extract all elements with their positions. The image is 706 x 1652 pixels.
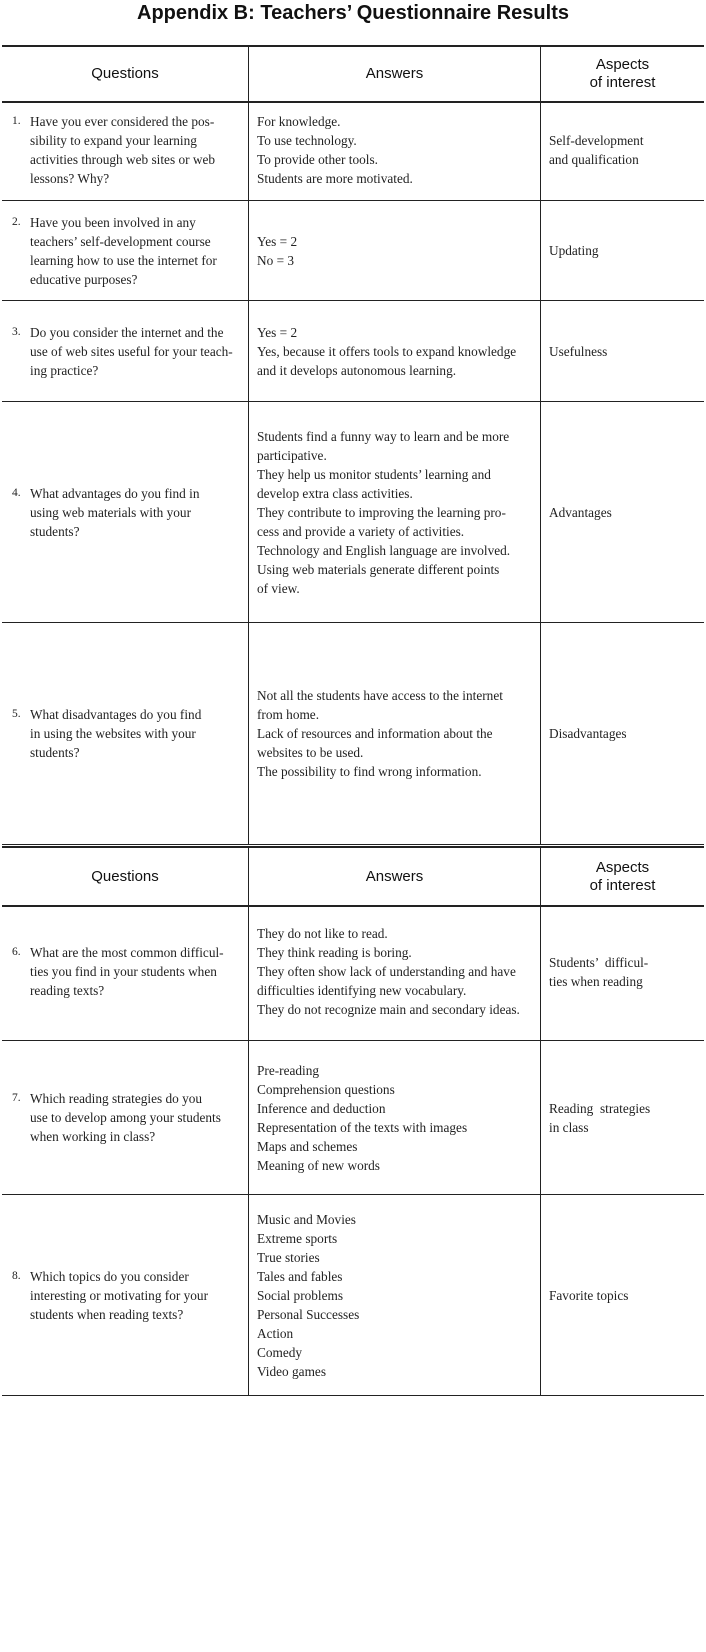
aspect-line: Updating [549, 243, 599, 258]
question-number: 8. [12, 1269, 21, 1282]
answer-line: Yes = 2 [257, 233, 298, 249]
header-answers [249, 47, 541, 101]
question-text [30, 1089, 221, 1146]
question [12, 112, 248, 188]
table-row [2, 903, 704, 1041]
question-line: interesting or motivating for your [30, 1287, 208, 1303]
table-row [2, 402, 704, 623]
answer-line: Action [257, 1325, 294, 1341]
question-line: students? [30, 523, 80, 539]
question-text [30, 705, 201, 762]
question-cell [2, 99, 249, 200]
answer-line: Technology and English language are involved. [257, 542, 511, 558]
aspect-line: Favorite topics [549, 1287, 629, 1303]
answer-line: Representation of the texts with images [257, 1119, 468, 1135]
header-aspects [541, 848, 704, 905]
answer-line: Pre-reading [257, 1062, 320, 1078]
answer-line: Not all the students have access to the internet [257, 688, 503, 703]
question-line: teachers’ self-development course [30, 233, 211, 249]
question-cell [2, 1041, 249, 1194]
table-header [2, 45, 704, 103]
question-number: 5. [12, 708, 21, 720]
answer-line: participative. [257, 447, 327, 463]
question-cell [2, 402, 249, 622]
answers-cell [249, 623, 541, 844]
answer-line: They help us monitor students’ learning and [257, 466, 491, 482]
answer-line: Using web materials generate different points [257, 561, 500, 577]
table-row [2, 301, 704, 402]
table-row [2, 623, 704, 845]
aspect-line: Students’ difficul- [549, 954, 649, 970]
question-text [30, 323, 233, 380]
question-number: 4. [12, 486, 21, 499]
header-questions [2, 848, 249, 905]
question [12, 1089, 248, 1146]
answers-cell [249, 201, 541, 300]
question-text [30, 1267, 208, 1324]
question-cell [2, 903, 249, 1040]
question-line: use to develop among your students [30, 1110, 221, 1125]
answer-line: develop extra class activities. [257, 485, 413, 501]
table-row [2, 1195, 704, 1396]
answer-line: Extreme sports [257, 1230, 338, 1246]
question-text [30, 213, 217, 289]
table-row [2, 201, 704, 301]
answer-line: They do not like to read. [257, 926, 388, 941]
answer-line: and it develops autonomous learning. [257, 362, 457, 378]
answer-line: They think reading is boring. [257, 945, 412, 960]
answer-line: Students are more motivated. [257, 170, 413, 186]
question-line: Have you been involved in any [30, 214, 196, 230]
answer-line: Yes = 2 [257, 324, 298, 340]
answer-line: from home. [257, 707, 320, 722]
question-number: 6. [12, 946, 21, 958]
question-line: sibility to expand your learning [30, 132, 197, 148]
answer-line: Meaning of new words [257, 1157, 380, 1173]
table-row [2, 99, 704, 201]
question-line: Have you ever considered the pos- [30, 113, 215, 129]
question-line: students when reading texts? [30, 1306, 184, 1322]
question-number: 1. [12, 114, 21, 127]
answer-line: websites to be used. [257, 745, 364, 760]
answer-line: Social problems [257, 1287, 344, 1303]
answer-line: cess and provide a variety of activities. [257, 523, 465, 539]
question-number: 2. [12, 215, 21, 228]
question [12, 213, 248, 289]
aspect-line: Usefulness [549, 343, 608, 359]
aspect-line: ties when reading [549, 973, 643, 989]
header-aspects-label: Aspects [595, 56, 650, 73]
question [12, 705, 248, 762]
question-text [30, 112, 215, 188]
header-answers [249, 848, 541, 905]
question-line: when working in class? [30, 1129, 156, 1144]
question-line: ing practice? [30, 362, 99, 378]
aspect-line: in class [549, 1119, 589, 1135]
aspect-line: Disadvantages [549, 726, 627, 741]
header-answers-label: Answers [365, 867, 424, 885]
header-aspects [541, 47, 704, 101]
answer-line: Personal Successes [257, 1306, 360, 1322]
header-answers-label: Answers [365, 65, 424, 82]
answer-line: of view. [257, 580, 300, 596]
answer-line: Music and Movies [257, 1211, 356, 1227]
question-number: 7. [12, 1092, 21, 1104]
question-cell [2, 1195, 249, 1395]
answer-line: Students find a funny way to learn and be more [257, 428, 510, 444]
question [12, 1267, 248, 1324]
answer-line: Tales and fables [257, 1268, 343, 1284]
aspect-cell [541, 1041, 704, 1194]
header-questions-label: Questions [91, 65, 159, 82]
question-line: Do you consider the internet and the [30, 324, 224, 340]
table-row [2, 1041, 704, 1195]
answer-line: Inference and deduction [257, 1100, 386, 1116]
answer-line: To use technology. [257, 132, 357, 148]
answer-line: True stories [257, 1249, 320, 1265]
aspect-cell [541, 99, 704, 200]
aspect-line: Self-development [549, 132, 644, 148]
question-line: students? [30, 745, 80, 760]
answer-line: Comedy [257, 1344, 303, 1360]
answer-line: They often show lack of understanding and have [257, 964, 516, 979]
answer-line: Yes, because it offers tools to expand knowledge [257, 343, 517, 359]
aspect-cell [541, 301, 704, 401]
question [12, 943, 248, 1000]
answers-cell [249, 1195, 541, 1395]
question-line: in using the websites with your [30, 726, 196, 741]
aspect-line: Reading strategies [549, 1100, 651, 1116]
table-header [2, 846, 704, 907]
aspect-cell [541, 201, 704, 300]
question-line: educative purposes? [30, 271, 138, 287]
question-line: What are the most common difficul- [30, 945, 224, 960]
header-questions [2, 47, 249, 101]
question-cell [2, 623, 249, 844]
question [12, 484, 248, 541]
question-line: Which topics do you consider [30, 1268, 189, 1284]
question-line: Which reading strategies do you [30, 1091, 203, 1106]
answers-cell [249, 402, 541, 622]
aspect-line: Advantages [549, 504, 612, 520]
answer-line: Video games [257, 1363, 326, 1379]
header-questions-label: Questions [91, 867, 159, 885]
answer-line: No = 3 [257, 252, 295, 268]
answer-line: For knowledge. [257, 113, 341, 129]
question-line: lessons? Why? [30, 170, 110, 186]
question-line: What disadvantages do you find [30, 707, 202, 722]
answer-line: Lack of resources and information about the [257, 726, 493, 741]
answers-cell [249, 99, 541, 200]
aspect-cell [541, 402, 704, 622]
header-aspects-label: Aspects [595, 858, 650, 876]
question-line: ties you find in your students when [30, 964, 217, 979]
question-line: use of web sites useful for your teach- [30, 343, 233, 359]
header-aspects-label: of interest [589, 876, 656, 894]
answer-line: The possibility to find wrong information. [257, 764, 482, 779]
answer-line: They do not recognize main and secondary ideas. [257, 1002, 520, 1017]
aspect-cell [541, 903, 704, 1040]
answer-line: They contribute to improving the learning pro- [257, 504, 506, 520]
question-line: using web materials with your [30, 504, 192, 520]
question [12, 323, 248, 380]
question-cell [2, 301, 249, 401]
page-title: Appendix B: Teachers’ Questionnaire Results [137, 2, 569, 24]
answer-line: Maps and schemes [257, 1138, 358, 1154]
answers-cell [249, 903, 541, 1040]
question-line: activities through web sites or web [30, 151, 216, 167]
question-text [30, 943, 224, 1000]
question-text [30, 484, 200, 541]
question-line: reading texts? [30, 983, 105, 998]
answers-cell [249, 301, 541, 401]
aspect-line: and qualification [549, 151, 639, 167]
header-aspects-label: of interest [589, 74, 656, 91]
question-cell [2, 201, 249, 300]
question-line: What advantages do you find in [30, 485, 200, 501]
answer-line: To provide other tools. [257, 151, 378, 167]
question-line: learning how to use the internet for [30, 252, 217, 268]
answer-line: difficulties identifying new vocabulary. [257, 983, 467, 998]
question-number: 3. [12, 325, 21, 338]
aspect-cell [541, 623, 704, 844]
aspect-cell [541, 1195, 704, 1395]
answer-line: Comprehension questions [257, 1081, 395, 1097]
answers-cell [249, 1041, 541, 1194]
